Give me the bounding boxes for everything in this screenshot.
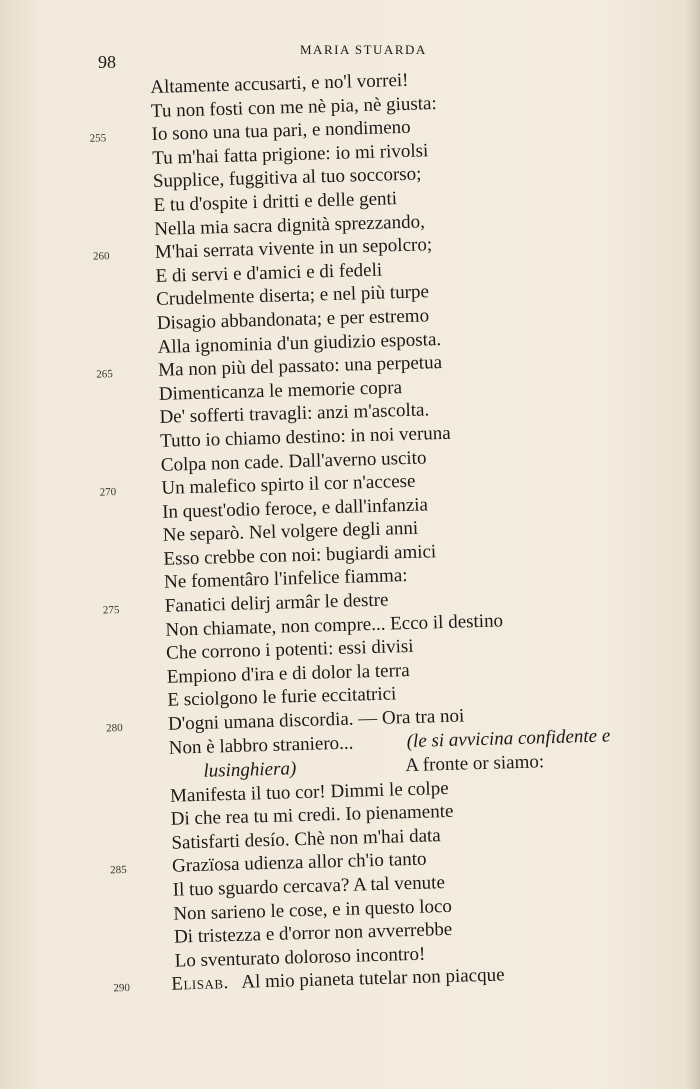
verse-text: E tu d'ospite i dritti e delle genti <box>153 188 398 216</box>
verse-text: Alla ignominia d'un giudizio esposta. <box>157 328 442 358</box>
line-number <box>108 788 148 789</box>
verse-text: E sciolgono le furie eccitatrici <box>167 683 397 712</box>
verse-text: Un malefico spirto il cor n'accese <box>161 470 416 499</box>
line-number: 280 <box>106 722 123 735</box>
page-number: 98 <box>98 52 116 72</box>
verse-text: Che corrono i potenti: essi divisi <box>165 636 414 665</box>
verse-text: Supplice, fuggitiva al tuo soccorso; <box>152 163 422 193</box>
line-number <box>88 80 128 81</box>
line-number <box>97 410 137 411</box>
verse-text: M'hai serrata vivente in un sepolcro; <box>154 234 433 264</box>
line-number <box>102 575 142 576</box>
line-number <box>113 953 153 954</box>
line-number <box>111 906 151 907</box>
line-number <box>95 315 135 316</box>
verse-text: Altamente accusarti, e no'l vorrei! <box>150 69 409 98</box>
verse-text: Tutto io chiamo destino: in noi veruna <box>159 422 452 452</box>
verse-text: Fanatici delirj armâr le destre <box>164 589 389 617</box>
verse-text: Nella mia sacra dignità sprezzando, <box>153 210 426 240</box>
line-number: 265 <box>96 368 113 381</box>
line-number <box>99 457 139 458</box>
line-number <box>101 551 141 552</box>
line-number <box>105 669 145 670</box>
line-number: 255 <box>89 132 107 145</box>
line-number <box>109 812 149 813</box>
line-number <box>98 433 138 434</box>
verse-text: D'ogni umana discordia. — Ora tra noi <box>167 705 465 735</box>
verse-text: Manifesta il tuo cor! Dimmi le colpe <box>169 777 449 807</box>
verse-text: Di che rea tu mi credi. Io pienamente <box>170 801 454 830</box>
line-number <box>94 292 134 293</box>
verse-text: Di tristezza e d'orror non avverrebbe <box>173 919 453 948</box>
verse-text: Dimenticanza le memorie copra <box>158 376 403 405</box>
verse-text: Lo sventurato doloroso incontro! <box>174 943 426 972</box>
verse-text: A fronte or siamo: <box>405 750 545 776</box>
line-number: 270 <box>99 486 117 499</box>
line-number: 260 <box>92 250 110 263</box>
line-number <box>109 835 149 836</box>
line-number <box>92 221 132 222</box>
verse-text: Disagio abbandonata; e per estremo <box>156 305 430 334</box>
verse-text: Satisfarti desío. Chè non m'hai data <box>171 824 441 854</box>
verse-text: E di servi e d'amici e di fedeli <box>155 259 383 287</box>
verse-text: Al mio pianeta tutelar non piacque <box>241 964 505 994</box>
line-number: 285 <box>110 864 127 877</box>
verse-text: Non chiamate, non compre... Ecco il destino <box>165 610 504 641</box>
verse-text: Ne fomentâro l'infelice fiamma: <box>163 565 408 594</box>
line-number <box>95 339 135 340</box>
line-number: 290 <box>113 982 131 995</box>
verse-text: In quest'odio feroce, e dall'infanzia <box>161 494 429 523</box>
verse-text: Grazïosa udienza allor ch'io tanto <box>171 848 427 878</box>
line-number: 275 <box>102 604 120 617</box>
line-number <box>91 174 131 175</box>
line-number <box>101 528 141 529</box>
verse-text: Non sarieno le cose, e in questo loco <box>173 895 453 925</box>
stage-direction: lusinghiera) <box>203 757 297 782</box>
verse-text: De' sofferti travagli: anzi m'ascolta. <box>159 399 430 429</box>
verse-text: Crudelmente diserta; e nel più turpe <box>155 281 430 311</box>
line-number <box>105 693 145 694</box>
verse-text: Tu non fosti con me nè pia, nè giusta: <box>150 92 438 122</box>
verse-text: Tu m'hai fatta prigione: io mi rivolsi <box>152 140 429 169</box>
verse-text: Ma non più del passato: una perpetua <box>157 352 443 382</box>
line-number <box>89 103 129 104</box>
line-number <box>91 198 131 199</box>
verse-text: Non è labbro straniero... <box>168 732 354 759</box>
verse-text: Colpa non cade. Dall'averno uscito <box>160 446 427 476</box>
line-number <box>112 929 152 930</box>
verse-text: Empiono d'ira e di dolor la terra <box>166 659 410 688</box>
verse-text: Ne separò. Nel volgere degli anni <box>162 517 419 547</box>
line-number <box>104 646 144 647</box>
verse-text: Il tuo sguardo cercava? A tal venute <box>172 872 446 901</box>
stage-direction: (le si avvicina confidente e <box>406 725 611 752</box>
running-title: MARIA STUARDA <box>300 42 427 57</box>
speaker-name: Elisab. <box>171 972 230 996</box>
verse-text: Esso crebbe con noi: bugiardi amici <box>163 541 437 570</box>
verse-text: Io sono una tua pari, e nondimeno <box>151 116 411 146</box>
